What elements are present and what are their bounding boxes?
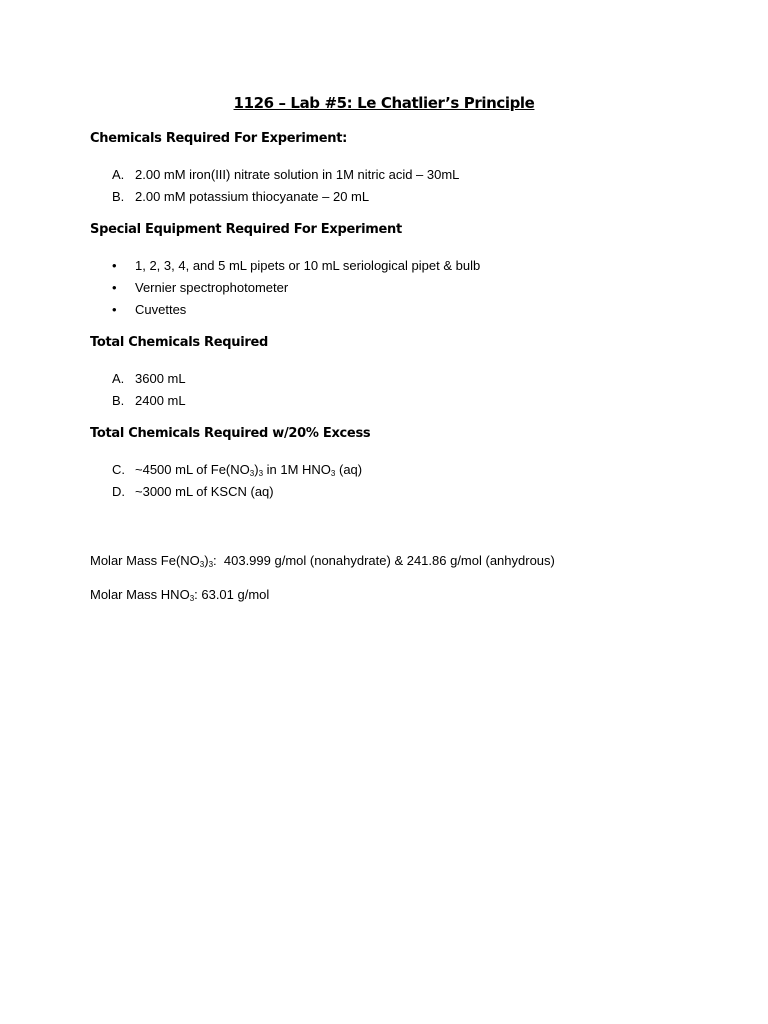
molar-mass-hno3-line — [90, 587, 269, 603]
total-heading: Total Chemicals Required — [90, 335, 269, 350]
text-fragment: ~4500 mL of Fe(NO — [135, 462, 250, 477]
subscript: 3 — [199, 560, 205, 569]
list-item — [112, 167, 459, 183]
list-item-text: 1, 2, 3, 4, and 5 mL pipets or 10 mL seriological pipet & bulb — [135, 258, 481, 273]
text-fragment: : 63.01 g/mol — [194, 587, 270, 602]
list-item — [112, 302, 186, 318]
list-item-text: ~3000 mL of KSCN (aq) — [135, 484, 274, 499]
chemicals-heading: Chemicals Required For Experiment: — [90, 131, 348, 146]
list-item-text: Cuvettes — [135, 302, 187, 317]
list-marker: A. — [112, 371, 125, 386]
text-fragment: in 1M HNO — [263, 462, 331, 477]
subscript: 3 — [330, 469, 336, 478]
text-fragment: Molar Mass Fe(NO — [90, 553, 200, 568]
text-fragment: : 403.999 g/mol (nonahydrate) & 241.86 g/mol (anhydrous) — [213, 553, 555, 568]
subscript: 3 — [208, 560, 214, 569]
list-marker: A. — [112, 167, 125, 182]
text-fragment: ) — [204, 553, 209, 568]
bullet-icon: • — [112, 280, 117, 295]
list-item — [112, 258, 480, 274]
molar-mass-fe-line — [90, 553, 555, 569]
list-item — [112, 189, 369, 205]
text-fragment: ) — [254, 462, 259, 477]
subscript: 3 — [249, 469, 255, 478]
equipment-heading: Special Equipment Required For Experiment — [90, 222, 402, 237]
excess-heading: Total Chemicals Required w/20% Excess — [90, 426, 371, 441]
page-title: 1126 – Lab #5: Le Chatlier’s Principle — [233, 94, 535, 112]
list-marker: C. — [112, 462, 125, 477]
list-item — [112, 280, 288, 296]
list-item — [112, 484, 274, 500]
list-item-text: 2.00 mM potassium thiocyanate – 20 mL — [135, 189, 370, 204]
list-item-text: 2400 mL — [135, 393, 186, 408]
list-item-text: 2.00 mM iron(III) nitrate solution in 1M nitric acid – 30mL — [135, 167, 460, 182]
list-marker: B. — [112, 189, 125, 204]
text-fragment: (aq) — [335, 462, 363, 477]
list-item-text: 3600 mL — [135, 371, 186, 386]
list-marker: B. — [112, 393, 125, 408]
subscript: 3 — [189, 594, 195, 603]
bullet-icon: • — [112, 302, 117, 317]
text-fragment: Molar Mass HNO — [90, 587, 190, 602]
list-item-text: Vernier spectrophotometer — [135, 280, 289, 295]
list-marker: D. — [112, 484, 125, 499]
bullet-icon: • — [112, 258, 117, 273]
list-item-text — [135, 462, 362, 477]
list-item — [112, 462, 362, 478]
list-item — [112, 393, 186, 409]
list-item — [112, 371, 186, 387]
subscript: 3 — [258, 469, 264, 478]
